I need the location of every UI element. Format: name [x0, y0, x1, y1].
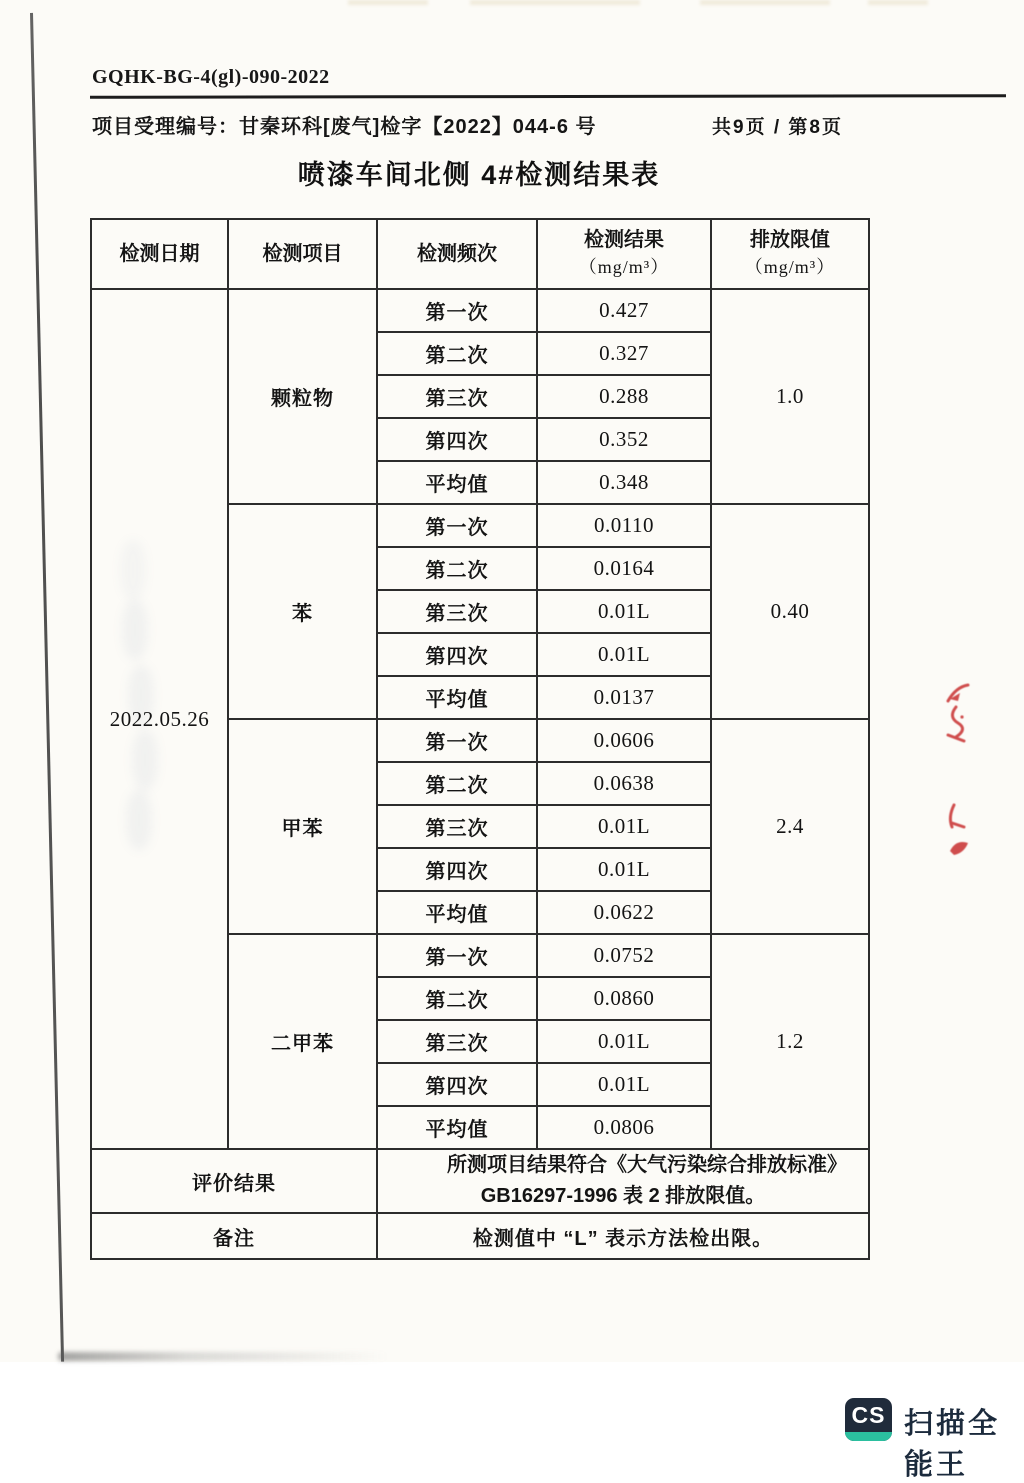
freq-cell: 第四次: [377, 418, 537, 461]
result-cell: 0.01L: [537, 633, 711, 676]
evaluation-label: 评价结果: [91, 1149, 377, 1213]
freq-cell: 平均值: [377, 891, 537, 934]
col-header-result: [537, 219, 711, 289]
result-cell: 0.0806: [537, 1106, 711, 1149]
freq-cell: 第四次: [377, 1063, 537, 1106]
result-cell: 0.348: [537, 461, 711, 504]
result-cell: 0.0137: [537, 676, 711, 719]
paper-left-edge: [30, 13, 64, 1362]
scan-smudge: [868, 0, 928, 5]
freq-cell: 第一次: [377, 289, 537, 332]
result-cell: 0.01L: [537, 1020, 711, 1063]
limit-cell: 1.2: [711, 934, 869, 1149]
result-cell: 0.0622: [537, 891, 711, 934]
result-cell: 0.01L: [537, 590, 711, 633]
freq-cell: 第二次: [377, 332, 537, 375]
col-header-limit: [711, 219, 869, 289]
result-cell: 0.427: [537, 289, 711, 332]
result-cell: 0.0606: [537, 719, 711, 762]
result-cell: 0.0860: [537, 977, 711, 1020]
freq-cell: 平均值: [377, 1106, 537, 1149]
freq-cell: 第二次: [377, 762, 537, 805]
result-cell: 0.0164: [537, 547, 711, 590]
evaluation-row: [91, 1149, 869, 1213]
freq-cell: 第二次: [377, 977, 537, 1020]
freq-cell: 第三次: [377, 805, 537, 848]
measurement-row: [91, 289, 869, 332]
freq-cell: 第一次: [377, 504, 537, 547]
evaluation-content: [377, 1149, 869, 1213]
freq-cell: 第三次: [377, 1020, 537, 1063]
freq-cell: 第二次: [377, 547, 537, 590]
item-cell-toluene: 甲苯: [228, 719, 377, 934]
freq-cell: 第四次: [377, 848, 537, 891]
freq-cell: 第三次: [377, 375, 537, 418]
evaluation-line2: GB16297-1996 表 2 排放限值。: [480, 1185, 766, 1207]
header-rule: [90, 94, 1006, 99]
scan-smudge: [700, 0, 830, 5]
camscanner-logo-text: 扫描全能王: [904, 1408, 1001, 1481]
freq-cell: 第一次: [377, 719, 537, 762]
paper-bottom-edge: [58, 1352, 388, 1361]
camscanner-logo-icon: [845, 1398, 892, 1441]
limit-cell: 2.4: [711, 719, 869, 934]
result-cell: 0.0638: [537, 762, 711, 805]
result-cell: 0.01L: [537, 1063, 711, 1106]
remark-row: [91, 1213, 869, 1259]
limit-cell: 1.0: [711, 289, 869, 504]
item-cell-xylene: 二甲苯: [228, 934, 377, 1149]
freq-cell: 平均值: [377, 461, 537, 504]
result-cell: 0.0110: [537, 504, 711, 547]
col-header-item: 检测项目: [228, 219, 377, 289]
freq-cell: 第三次: [377, 590, 537, 633]
page-indicator: 共9页 / 第8页: [712, 117, 843, 138]
table-header-row: [91, 219, 869, 289]
camscanner-cs-letters: CS: [851, 1402, 886, 1428]
camscanner-teal-strip: [845, 1432, 892, 1441]
limit-cell: 0.40: [711, 504, 869, 719]
document-code: GQHK-BG-4(gl)-090-2022: [92, 66, 330, 88]
scan-smudge: [470, 0, 640, 5]
col-header-limit-unit: （mg/m³）: [744, 257, 836, 277]
red-ink-marks: [938, 665, 972, 865]
item-cell-particulate: 颗粒物: [228, 289, 377, 504]
result-cell: 0.327: [537, 332, 711, 375]
col-header-date: 检测日期: [91, 219, 228, 289]
result-cell: 0.01L: [537, 805, 711, 848]
result-cell: 0.288: [537, 375, 711, 418]
col-header-result-title: 检测结果: [584, 229, 664, 251]
remark-label: 备注: [91, 1213, 377, 1259]
evaluation-line1: 所测项目结果符合《大气污染综合排放标准》: [447, 1154, 847, 1176]
page-title: 喷漆车间北侧 4#检测结果表: [297, 160, 661, 190]
freq-cell: 第四次: [377, 633, 537, 676]
freq-cell: 平均值: [377, 676, 537, 719]
result-cell: 0.01L: [537, 848, 711, 891]
item-cell-benzene: 苯: [228, 504, 377, 719]
freq-cell: 第一次: [377, 934, 537, 977]
scan-smudge: [348, 0, 428, 5]
result-cell: 0.0752: [537, 934, 711, 977]
col-header-result-unit: （mg/m³）: [578, 257, 670, 277]
result-cell: 0.352: [537, 418, 711, 461]
col-header-freq: 检测频次: [377, 219, 537, 289]
acceptance-number: 项目受理编号：甘秦环科[废气]检字【2022】044-6 号: [92, 116, 597, 138]
col-header-limit-title: 排放限值: [750, 229, 830, 251]
results-table: [90, 218, 870, 1260]
date-cell: 2022.05.26: [91, 289, 228, 1149]
remark-content: 检测值中 “L” 表示方法检出限。: [377, 1213, 869, 1259]
